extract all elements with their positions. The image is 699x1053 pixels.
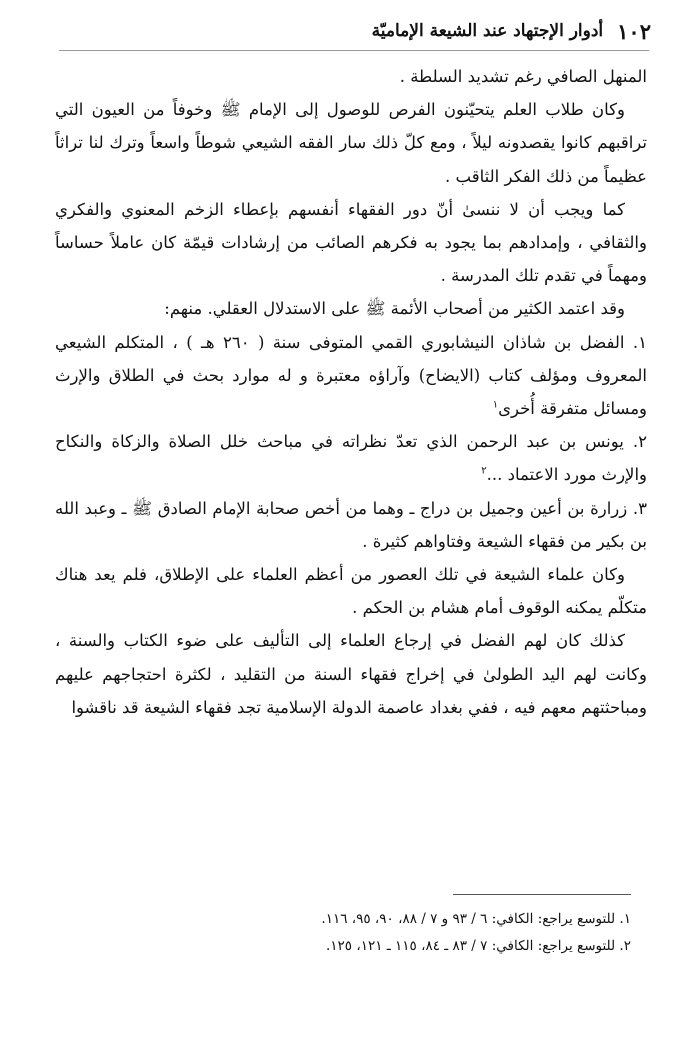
- page-header: [48, 14, 651, 48]
- list-item-1-text: ١. الفضل بن شاذان النيشابوري القمي المتوفى سنة ( ٢٦٠ هـ ) ، المتكلم الشيعي المعروف ومؤلف كتاب (الايضاح) وآراؤه معتبرة و له موارد بحث في الطلاق والإرث ومسائل متفرقة أُخرى: [55, 332, 648, 419]
- footnotes: [71, 906, 631, 960]
- paragraph-2: وكان طلاب العلم يتحيّنون الفرص للوصول إلى الإمام ﷺ وخوفاً من العيون التي تراقبهم كانوا يقصدونه ليلاً ، ومع كلّ ذلك سار الفقه الشيعي شوطاً واسعاً وترك لنا تراثاً عظيماً من ذلك الفكر الثاقب .: [55, 100, 647, 186]
- footnote-divider: [453, 894, 631, 895]
- paragraph-4: وقد اعتمد الكثير من أصحاب الأئمة ﷺ على الاستدلال العقلي. منهم:: [164, 299, 625, 319]
- list-item-1: [55, 326, 647, 426]
- footnote-ref-1: ١: [492, 399, 499, 411]
- running-title: أدوار الإجتهاد عند الشيعة الإماميّة: [371, 21, 604, 41]
- main-text: [55, 60, 647, 724]
- paragraph-6: كذلك كان لهم الفضل في إرجاع العلماء إلى التأليف على ضوء الكتاب والسنة ، وكانت لهم اليد الطولىٰ في إخراج فقهاء السنة من التقليد ، لكثرة احتجاجهم عليهم ومباحثتهم معهم فيه ، ففي بغداد عاصمة الدولة الإسلامية تجد فقهاء الشيعة قد ناقشوا: [55, 631, 647, 717]
- list-item-2: [55, 425, 647, 491]
- paragraph-1: المنهل الصافي رغم تشديد السلطة .: [399, 67, 647, 86]
- header-divider: [59, 50, 649, 51]
- paragraph-5: وكان علماء الشيعة في تلك العصور من أعظم العلماء على الإطلاق، فلم يعد هناك متكلّم يمكنه الوقوف أمام هشام بن الحكم .: [55, 565, 647, 618]
- footnote-2: ٢. للتوسع يراجع: الكافي: ٧ / ٨٣ ـ ٨٤، ١١٥ ـ ١٢١، ١٢٥.: [325, 938, 631, 954]
- footnote-ref-2: ٢: [481, 465, 487, 477]
- page-number: ١٠٢: [617, 18, 651, 44]
- list-item-3: ٣. زرارة بن أعين وجميل بن دراج ـ وهما من أخص صحابة الإمام الصادق ﷺ ـ وعبد الله بن بكير من فقهاء الشيعة وفتاواهم كثيرة .: [55, 498, 647, 551]
- list-item-2-text: ٢. يونس بن عبد الرحمن الذي تعدّ نظراته في مباحث خلل الصلاة والزكاة والنكاح والإرث مورد الاعتماد ...: [55, 432, 647, 485]
- paragraph-3: كما ويجب أن لا ننسىٰ أنّ دور الفقهاء أنفسهم بإعطاء الزخم المعنوي والفكري والثقافي ، وإمدادهم بما يجود به فكرهم الصائب من إرشادات قيمّة كان عاملاً حساساً ومهماً في تقدم تلك المدرسة .: [55, 199, 647, 286]
- footnote-1: ١. للتوسع يراجع: الكافي: ٦ / ٩٣ و ٧ / ٨٨، ٩٠، ٩٥، ١١٦.: [321, 911, 631, 927]
